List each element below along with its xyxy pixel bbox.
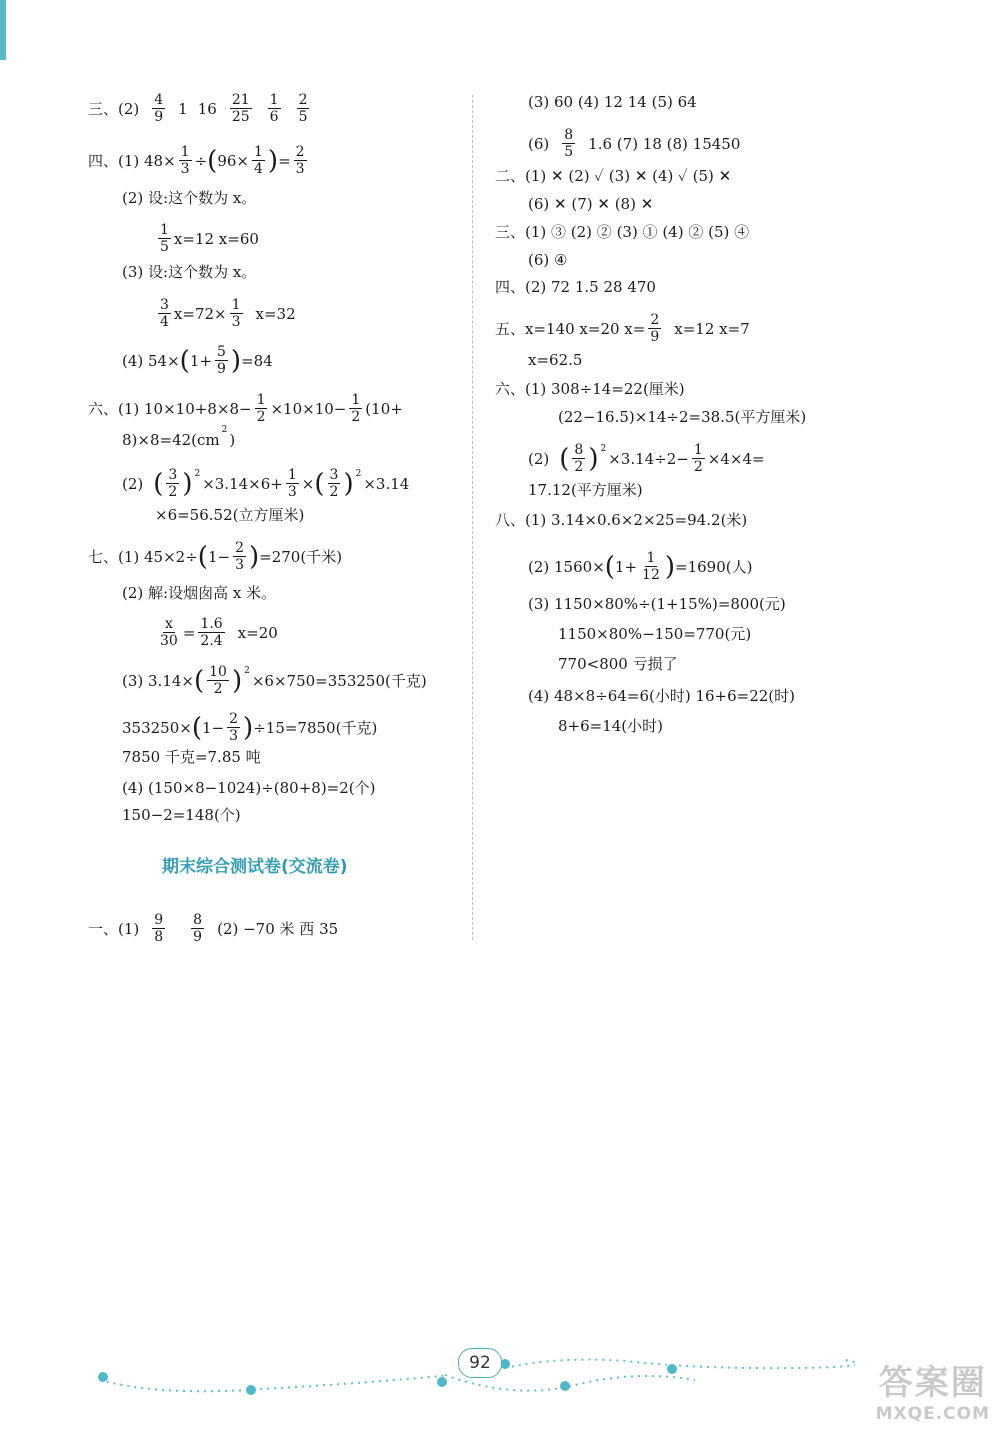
answer-line: (6) ✕ (7) ✕ (8) ✕ <box>528 195 654 213</box>
fraction: $\frac{1}{3}$ <box>287 467 297 500</box>
fraction: $\frac{4}{9}$ <box>154 92 164 125</box>
footer-dot-icon <box>98 1372 108 1382</box>
answer-line: 150−2=148(个) <box>122 806 241 824</box>
answer-line: 一、(1) $\frac{9}{8}$ $\frac{8}{9}$ (2) −70 米 西 35 <box>88 912 339 945</box>
fraction: $\frac{1}{3}$ <box>180 144 190 177</box>
answer-line: $\frac{1}{5}$ x=12 x=60 <box>160 222 259 255</box>
answer-line: (4) (150×8−1024)÷(80+8)=2(个) <box>122 779 376 797</box>
watermark-logo: 答案圈 MXQE.COM <box>875 1363 990 1424</box>
page-edge-tab <box>0 0 6 60</box>
fraction: $\frac{2}{3}$ <box>229 711 239 744</box>
fraction: $\frac{1}{2}$ <box>693 442 703 475</box>
fraction: $\frac{2}{9}$ <box>650 312 660 345</box>
answer-line: 六、(1) 10×10+8×8− $\frac{1}{2}$ ×10×10− $\frac{1}{2}$ (10+ <box>88 392 403 425</box>
answer-line: 七、(1) 45×2÷ ( 1− $\frac{2}{3}$ ) =270(千米) <box>88 540 343 573</box>
answer-line: 17.12(平方厘米) <box>528 481 643 499</box>
fraction: $\frac{1}{12}$ <box>642 550 660 583</box>
answer-line: 353250× ( 1− $\frac{2}{3}$ ) ÷15=7850(千克) <box>122 711 378 744</box>
answer-line: (4) 48×8÷64=6(小时) 16+6=22(时) <box>528 687 796 705</box>
answer-line: (6) $\frac{8}{5}$ 1.6 (7) 18 (8) 15450 <box>528 127 741 160</box>
answer-line: 三、(2) $\frac{4}{9}$ 1 16 $\frac{21}{25}$ $\frac{1}{6}$ $\frac{2}{5}$ <box>88 92 308 125</box>
answer-line: (2) 设:这个数为 x。 <box>122 189 257 207</box>
answer-line: 770<800 亏损了 <box>558 655 678 673</box>
fraction: $\frac{1}{6}$ <box>269 92 279 125</box>
answer-line: (3) 3.14× ( $\frac{10}{2}$ ) 2 ×6×750=353250(千克) <box>122 664 427 697</box>
answer-line: 五、x=140 x=20 x= $\frac{2}{9}$ x=12 x=7 <box>495 312 750 345</box>
fraction: $\frac{8}{2}$ <box>574 442 584 475</box>
answer-line: (2) 1560× ( 1+ $\frac{1}{12}$ ) =1690(人) <box>528 550 753 583</box>
section-title: 期末综合测试卷(交流卷) <box>162 857 348 877</box>
fraction: $\frac{8}{5}$ <box>564 127 574 160</box>
answer-line: 三、(1) ③ (2) ② (3) ① (4) ② (5) ④ <box>495 223 750 241</box>
fraction: $\frac{2}{3}$ <box>235 540 244 573</box>
fraction: $\frac{1}{3}$ <box>231 297 241 330</box>
fraction: $\frac{3}{2}$ <box>168 467 178 500</box>
answer-line: 八、(1) 3.14×0.6×2×25=94.2(米) <box>495 511 748 529</box>
answer-line: 1150×80%−150=770(元) <box>558 625 752 643</box>
answer-line: (3) 设:这个数为 x。 <box>122 263 257 281</box>
fraction: $\frac{2}{3}$ <box>295 144 305 177</box>
answer-line: (4) 54× ( 1+ $\frac{5}{9}$ ) =84 <box>122 344 273 377</box>
fraction: $\frac{1}{5}$ <box>160 222 169 255</box>
fraction: $\frac{3}{2}$ <box>329 467 339 500</box>
fraction: $\frac{21}{25}$ <box>231 92 250 125</box>
answer-line: (2) 解:设烟囱高 x 米。 <box>122 584 277 602</box>
answer-line: (6) ④ <box>528 251 568 269</box>
page-number: 92 <box>458 1348 502 1378</box>
answer-line: (22−16.5)×14÷2=38.5(平方厘米) <box>558 408 807 426</box>
fraction: $\frac{8}{9}$ <box>193 912 203 945</box>
answer-line: 二、(1) ✕ (2) ✓ (3) ✕ (4) ✓ (5) ✕ <box>495 167 732 185</box>
fraction: $\frac{10}{2}$ <box>209 664 227 697</box>
fraction: $\frac{1.6}{2.4}$ <box>200 616 223 649</box>
answer-line: 7850 千克=7.85 吨 <box>122 748 261 766</box>
fraction: $\frac{1}{2}$ <box>256 392 266 425</box>
answer-line: (3) 60 (4) 12 14 (5) 64 <box>528 93 697 111</box>
footer-dot-icon <box>560 1381 570 1391</box>
answer-line: 四、(2) 72 1.5 28 470 <box>495 278 656 296</box>
fraction: $\frac{5}{9}$ <box>216 344 226 377</box>
fraction: $\frac{x}{30}$ <box>160 616 178 649</box>
fraction: $\frac{1}{4}$ <box>253 144 263 177</box>
fraction: $\frac{3}{4}$ <box>160 297 169 330</box>
fraction: $\frac{2}{5}$ <box>298 92 308 125</box>
answer-line: 六、(1) 308÷14=22(厘米) <box>495 380 685 398</box>
answer-line: (2) ( $\frac{3}{2}$ ) 2 ×3.14×6+ $\frac{1}{3}$ × ( $\frac{3}{2}$ ) 2 ×3.14 <box>122 467 410 500</box>
answer-line: (2) ( $\frac{8}{2}$ ) 2 ×3.14÷2− $\frac{1}{2}$ ×4×4= <box>528 442 765 475</box>
fraction: $\frac{1}{2}$ <box>351 392 361 425</box>
answer-line: $\frac{x}{30}$ = $\frac{1.6}{2.4}$ x=20 <box>160 616 278 649</box>
answer-line: x=62.5 <box>528 351 583 369</box>
footer-dot-icon <box>246 1385 256 1395</box>
footer-dot-icon <box>437 1377 447 1387</box>
answer-line: 8)×8=42(cm 2 ) <box>122 425 236 449</box>
fraction: $\frac{9}{8}$ <box>154 912 164 945</box>
answer-line: 8+6=14(小时) <box>558 717 664 735</box>
column-divider <box>472 95 473 940</box>
answer-line: ×6=56.52(立方厘米) <box>155 506 305 524</box>
answer-line: 四、(1) 48× $\frac{1}{3}$ ÷ ( 96× $\frac{1}{4}$ ) = $\frac{2}{3}$ <box>88 144 305 177</box>
answer-line: $\frac{3}{4}$ x=72× $\frac{1}{3}$ x=32 <box>160 297 296 330</box>
answer-line: (3) 1150×80%÷(1+15%)=800(元) <box>528 595 786 613</box>
footer-dot-icon <box>667 1364 677 1374</box>
